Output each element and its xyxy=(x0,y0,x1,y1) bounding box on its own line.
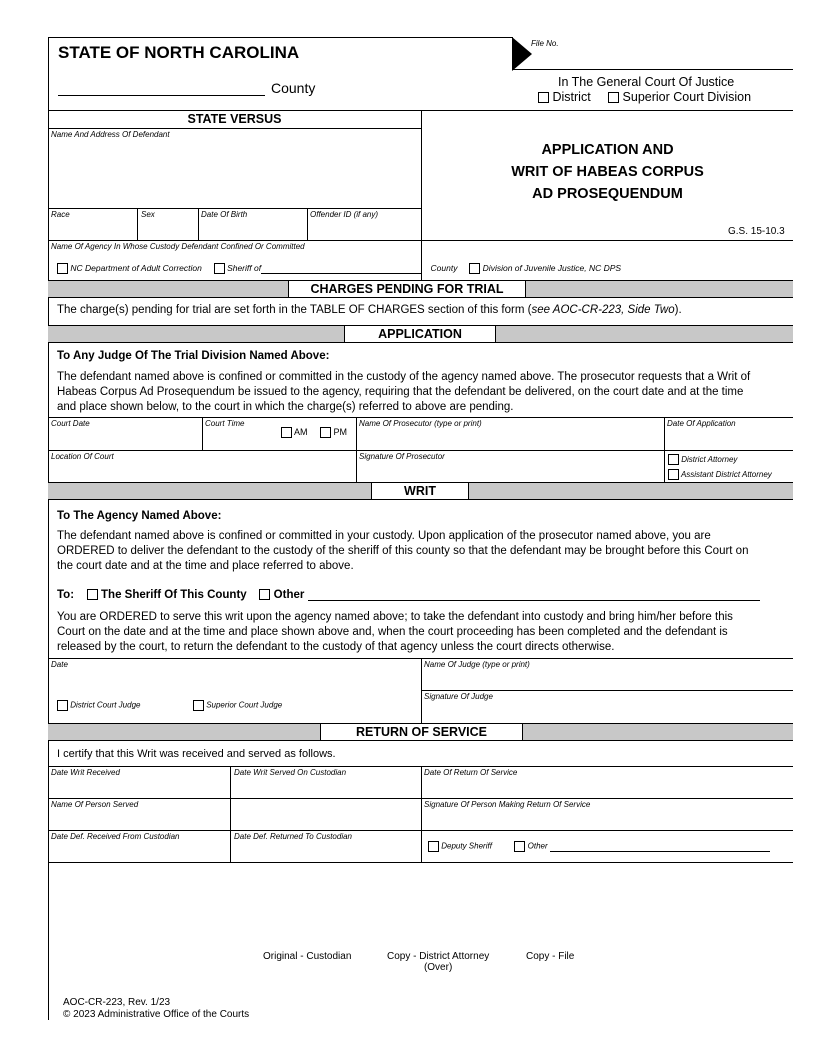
writ-other-label: Other xyxy=(273,589,305,601)
application-body-l1: The defendant named above is confined or committed in the custody of the agency named above. The prosecutor requests that a Writ of xyxy=(57,371,751,383)
sig-return-label: Signature Of Person Making Return Of Service xyxy=(424,800,591,809)
charges-text-em: see AOC-CR-223, Side Two xyxy=(531,304,675,316)
am-checkbox[interactable] xyxy=(281,427,292,438)
dob-label: Date Of Birth xyxy=(201,210,248,219)
writ-order-l3: released by the court, to return the defendant to the custody of that agency unless the court directs otherwise. xyxy=(57,641,615,653)
scj-label: Superior Court Judge xyxy=(206,700,283,710)
copy-custodian: Original - Custodian xyxy=(263,951,352,962)
writ-body xyxy=(57,529,793,574)
charges-text-post: ). xyxy=(674,304,682,316)
line-return-bottom xyxy=(48,862,793,863)
writ-to-row xyxy=(57,589,760,601)
form-footer xyxy=(63,997,249,1021)
prosecutor-name-label: Name Of Prosecutor (type or print) xyxy=(359,419,482,428)
line-sig-judge-top xyxy=(421,690,793,691)
left-border xyxy=(48,37,49,1020)
line-return-2 xyxy=(48,798,793,799)
court-date-label: Court Date xyxy=(51,419,90,428)
pm-checkbox[interactable] xyxy=(320,427,331,438)
application-body xyxy=(57,370,793,415)
scj-checkbox[interactable] xyxy=(193,700,204,711)
county-label: County xyxy=(271,80,316,96)
writ-date-label: Date xyxy=(51,660,68,669)
divider-return-right xyxy=(421,766,422,862)
date-received-label: Date Writ Received xyxy=(51,768,120,777)
writ-body-l1: The defendant named above is confined or committed in your custody. Upon application of the prosecutor named above, you are xyxy=(57,530,711,542)
return-bar xyxy=(48,723,793,741)
copy-file: Copy - File xyxy=(526,951,575,962)
writ-order xyxy=(57,610,793,655)
judge-type-row xyxy=(57,700,282,711)
juvenile-justice-checkbox[interactable] xyxy=(469,263,480,274)
court-time-label: Court Time xyxy=(205,419,245,428)
sheriff-county-checkbox[interactable] xyxy=(87,589,98,600)
divider-sex xyxy=(198,208,199,240)
dcj-label: District Court Judge xyxy=(70,700,141,710)
charges-bar xyxy=(48,280,793,298)
prosecutor-role xyxy=(668,452,772,482)
court-division-row xyxy=(538,90,751,104)
copyright: © 2023 Administrative Office of the Courts xyxy=(63,1009,250,1020)
def-received-label: Date Def. Received From Custodian xyxy=(51,832,180,841)
title-line-1: APPLICATION AND xyxy=(541,142,674,158)
da-checkbox[interactable] xyxy=(668,454,679,465)
form-number: AOC-CR-223, Rev. 1/23 xyxy=(63,997,171,1008)
am-pm-row xyxy=(281,427,347,438)
pm-label: PM xyxy=(333,427,348,437)
return-other-blank[interactable] xyxy=(550,843,770,852)
return-certify: I certify that this Writ was received and served as follows. xyxy=(57,748,336,760)
def-returned-label: Date Def. Returned To Custodian xyxy=(234,832,352,841)
adult-correction-label: NC Department of Adult Correction xyxy=(70,263,202,273)
district-label: District xyxy=(552,90,591,104)
application-body-l3: and place shown below, to the court in which the charge(s) referred to above are pending. xyxy=(57,401,514,413)
deputy-checkbox[interactable] xyxy=(428,841,439,852)
title-line-3: AD PROSEQUENDUM xyxy=(532,186,683,202)
court-title: In The General Court Of Justice xyxy=(558,75,735,89)
line-return-3 xyxy=(48,830,793,831)
superior-checkbox[interactable] xyxy=(608,92,619,103)
sheriff-of-checkbox[interactable] xyxy=(214,263,225,274)
agency-label: Name Of Agency In Whose Custody Defendant Confined Or Committed xyxy=(51,242,305,251)
race-label: Race xyxy=(51,210,70,219)
da-label: District Attorney xyxy=(681,455,738,464)
state-versus-heading: STATE VERSUS xyxy=(187,112,282,126)
line-court-date-top xyxy=(48,417,793,418)
copy-da: Copy - District Attorney xyxy=(387,951,490,962)
sex-label: Sex xyxy=(141,210,155,219)
county-blank[interactable] xyxy=(58,81,265,96)
return-other-label: Other xyxy=(527,841,548,851)
writ-heading: WRIT xyxy=(371,482,469,500)
person-served-label: Name Of Person Served xyxy=(51,800,139,809)
ada-label: Assistant District Attorney xyxy=(680,470,772,479)
form-page xyxy=(48,37,793,1020)
line-agency-top xyxy=(48,240,793,241)
sheriff-county-label: The Sheriff Of This County xyxy=(101,589,247,601)
file-no-label: File No. xyxy=(531,39,559,48)
copy-da-block xyxy=(387,951,489,973)
date-return-label: Date Of Return Of Service xyxy=(424,768,518,777)
writ-order-l2: Court on the date and at the time and place shown above and, when the court proceeding has been completed and the defendant is xyxy=(57,626,728,638)
writ-other-checkbox[interactable] xyxy=(259,589,270,600)
divider-race xyxy=(137,208,138,240)
sig-judge-label: Signature Of Judge xyxy=(424,692,493,701)
sheriff-of-label: Sheriff of xyxy=(227,263,262,273)
charges-heading: CHARGES PENDING FOR TRIAL xyxy=(288,280,526,298)
writ-order-l1: You are ORDERED to serve this writ upon the agency named above; to take the defendant into custody and bring him/her before this xyxy=(57,611,733,623)
dcj-checkbox[interactable] xyxy=(57,700,68,711)
writ-to: To The Agency Named Above: xyxy=(57,510,222,522)
am-label: AM xyxy=(294,427,308,437)
adult-correction-checkbox[interactable] xyxy=(57,263,68,274)
return-role-row xyxy=(428,841,770,852)
title-line-2: WRIT OF HABEAS CORPUS xyxy=(511,164,704,180)
form-title xyxy=(422,139,793,205)
application-heading: APPLICATION xyxy=(344,325,496,343)
writ-to-label: To: xyxy=(57,589,75,601)
top-border xyxy=(48,37,513,38)
writ-other-blank[interactable] xyxy=(308,589,760,601)
district-checkbox[interactable] xyxy=(538,92,549,103)
sheriff-county-suffix: County xyxy=(430,263,458,273)
line-location-top xyxy=(48,450,793,451)
over-label: (Over) xyxy=(423,962,453,973)
return-heading: RETURN OF SERVICE xyxy=(320,723,523,741)
state-title: STATE OF NORTH CAROLINA xyxy=(58,43,300,62)
sheriff-county-blank[interactable] xyxy=(261,264,421,274)
superior-label: Superior Court Division xyxy=(622,90,752,104)
offender-id-label: Offender ID (if any) xyxy=(310,210,379,219)
charges-text-pre: The charge(s) pending for trial are set forth in the TABLE OF CHARGES section of this form ( xyxy=(57,304,532,316)
line-race-top xyxy=(48,208,421,209)
judge-name-label: Name Of Judge (type or print) xyxy=(424,660,530,669)
divider-court-time xyxy=(202,417,203,450)
writ-body-l2: ORDERED to deliver the defendant to the custody of the sheriff of this county so that the defendant may be brought before this Court on xyxy=(57,545,749,557)
writ-bar xyxy=(48,482,793,500)
divider-def-returned xyxy=(230,830,231,862)
date-served-label: Date Writ Served On Custodian xyxy=(234,768,347,777)
deputy-label: Deputy Sheriff xyxy=(441,841,492,851)
date-application-label: Date Of Application xyxy=(667,419,736,428)
file-no-line xyxy=(512,69,793,70)
location-label: Location Of Court xyxy=(51,452,114,461)
ada-checkbox[interactable] xyxy=(668,469,679,480)
application-body-l2: Habeas Corpus Ad Prosequendum be issued to the agency, requiring that the defendant be delivered, on the court date and at the time xyxy=(57,386,744,398)
agency-options xyxy=(57,263,621,274)
file-arrow-icon xyxy=(512,37,532,71)
juvenile-justice-label: Division of Juvenile Justice, NC DPS xyxy=(482,263,622,273)
line-state-versus-bottom xyxy=(48,128,421,129)
statute: G.S. 15-10.3 xyxy=(728,226,785,237)
application-to: To Any Judge Of The Trial Division Named Above: xyxy=(57,350,330,362)
sig-prosecutor-label: Signature Of Prosecutor xyxy=(359,452,445,461)
writ-body-l3: the court date and at the time and place referred to above. xyxy=(57,560,354,572)
application-bar xyxy=(48,325,793,343)
return-other-checkbox[interactable] xyxy=(514,841,525,852)
charges-text xyxy=(57,304,682,316)
divider-dob xyxy=(307,208,308,240)
defendant-name-label: Name And Address Of Defendant xyxy=(51,130,170,139)
